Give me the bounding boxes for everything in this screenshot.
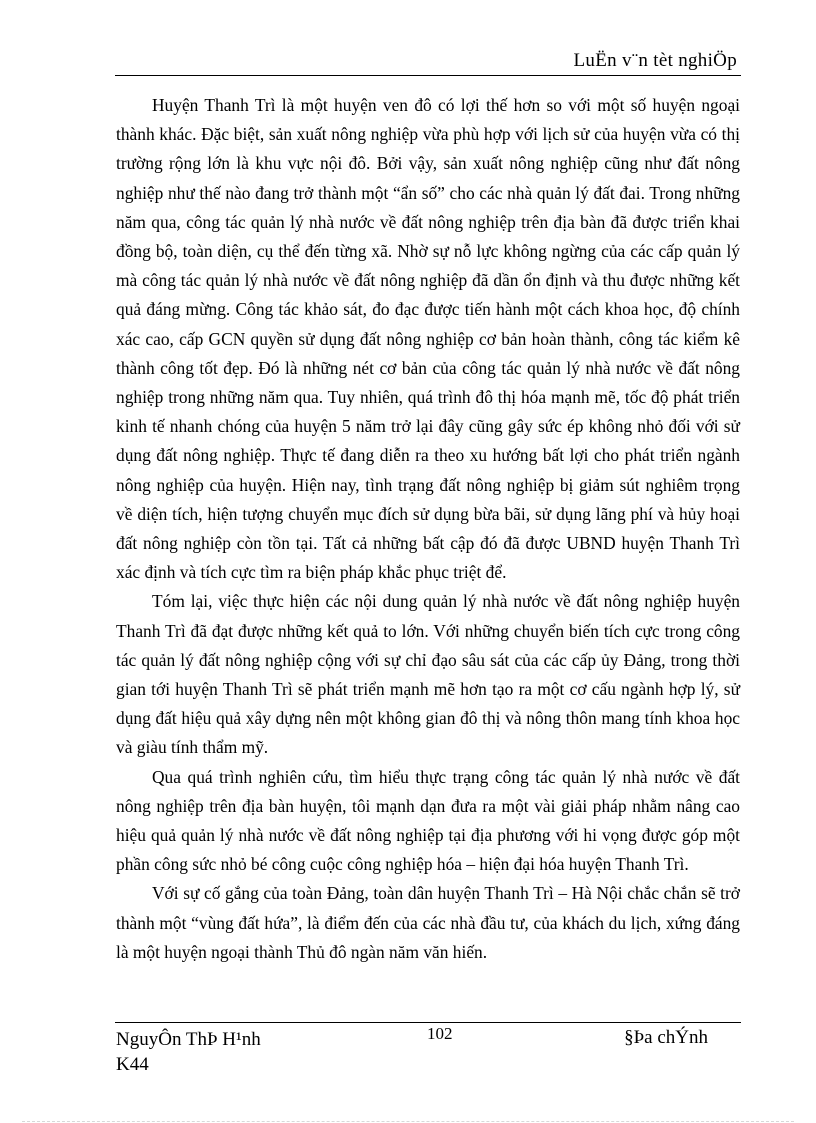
header-rule	[115, 75, 741, 76]
page-bottom-border	[22, 1121, 794, 1122]
page-number: 102	[427, 1024, 453, 1043]
author-class: K44	[116, 1054, 149, 1075]
author-name: NguyÔn ThÞ H¹nh	[116, 1029, 261, 1050]
thesis-header-title: LuËn v¨n tèt nghiÖp	[573, 50, 737, 71]
footer-author	[116, 1027, 261, 1077]
paragraph-1: Huyện Thanh Trì là một huyện ven đô có lợi thế hơn so với một số huyện ngoại thành khác. Đặc biệt, sản xuất nông nghiệp vừa phù hợp với lịch sử của huyện vừa có thị trường rộng lớn là khu vực nội đô. Bởi vậy, sản xuất nông nghiệp cũng như đất nông nghiệp như thế nào đang trở thành một “ẩn số” cho các nhà quản lý đất đai. Trong những năm qua, công tác quản lý nhà nước về đất nông nghiệp trên địa bàn đã được triển khai đồng bộ, toàn diện, cụ thể đến từng xã. Nhờ sự nỗ lực không ngừng của các cấp quản lý mà công tác quản lý nhà nước về đất nông nghiệp đã dần ổn định và thu được những kết quả đáng mừng. Công tác khảo sát, đo đạc được tiến hành một cách khoa học, độ chính xác cao, cấp GCN quyền sử dụng đất nông nghiệp cơ bản hoàn thành, công tác kiểm kê thành công tốt đẹp. Đó là những nét cơ bản của công tác quản lý nhà nước về đất nông nghiệp trong những năm qua. Tuy nhiên, quá trình đô thị hóa mạnh mẽ, tốc độ phát triển kinh tế nhanh chóng của huyện 5 năm trở lại đây cũng gây sức ép không nhỏ đối với sử dụng đất nông nghiệp. Thực tế đang diễn ra theo xu hướng bất lợi cho phát triển ngành nông nghiệp của huyện. Hiện nay, tình trạng đất nông nghiệp bị giảm sút nghiêm trọng về diện tích, hiện tượng chuyển mục đích sử dụng bừa bãi, sử dụng lãng phí và hủy hoại đất nông nghiệp còn tồn tại. Tất cả những bất cập đó đã được UBND huyện Thanh Trì xác định và tích cực tìm ra biện pháp khắc phục triệt để.	[116, 95, 740, 583]
paragraph-2: Tóm lại, việc thực hiện các nội dung quản lý nhà nước về đất nông nghiệp huyện Thanh Trì đã đạt được những kết quả to lớn. Với những chuyển biến tích cực trong công tác quản lý đất nông nghiệp cộng với sự chỉ đạo sâu sát của các cấp ủy Đảng, trong thời gian tới huyện Thanh Trì sẽ phát triển mạnh mẽ hơn tạo ra một cơ cấu ngành hợp lý, sử dụng đất hiệu quả xây dựng nên một không gian đô thị và nông thôn mang tính khoa học và giàu tính thẩm mỹ.	[116, 591, 740, 758]
paragraph-4: Với sự cố gắng của toàn Đảng, toàn dân huyện Thanh Trì – Hà Nội chắc chắn sẽ trở thành một “vùng đất hứa”, là điểm đến của các nhà đầu tư, của khách du lịch, xứng đáng là một huyện ngoại thành Thủ đô ngàn năm văn hiến.	[116, 883, 740, 962]
page-header	[115, 50, 741, 76]
footer-department: §Þa chÝnh	[624, 1027, 708, 1048]
footer-rule	[115, 1022, 741, 1023]
body-text	[116, 91, 740, 967]
paragraph-3: Qua quá trình nghiên cứu, tìm hiểu thực trạng công tác quản lý nhà nước về đất nông nghiệp trên địa bàn huyện, tôi mạnh dạn đưa ra một vài giải pháp nhằm nâng cao hiệu quả quản lý nhà nước về đất nông nghiệp tại địa phương với hi vọng được góp một phần công sức nhỏ bé công cuộc công nghiệp hóa – hiện đại hóa huyện Thanh Trì.	[116, 766, 740, 875]
